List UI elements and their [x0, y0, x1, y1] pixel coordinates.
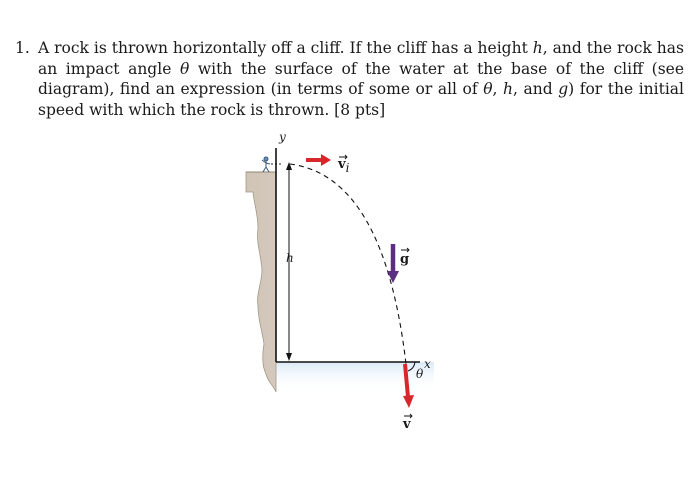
initial-velocity-label: vi [338, 157, 350, 175]
height-arrowhead-bottom [286, 353, 292, 361]
angle-label: θ [416, 367, 424, 381]
math-symbol: h [532, 39, 543, 57]
gravity-label: g [400, 252, 410, 267]
statement-text: , [492, 80, 504, 98]
math-symbol: h [503, 80, 513, 98]
y-axis-label: y [279, 130, 286, 144]
statement-text: ) for the initial speed with which the rock is thrown. [8 pts] [38, 80, 684, 119]
statement-text: with the surface of the water at the base of the cliff (see diagram), find an expression (in terms of some or all of [38, 59, 684, 98]
cliff-shape [246, 172, 276, 392]
math-symbol: θ [483, 80, 493, 98]
statement-text: , and [513, 80, 559, 98]
math-symbol: g [558, 80, 569, 98]
problem-number: 1. [15, 39, 30, 57]
gravity-arrow [387, 244, 399, 283]
statement-text: , and the rock has an impact angle [38, 39, 684, 78]
height-arrowhead-top [286, 162, 292, 170]
statement-text: A rock is thrown horizontally off a cliff. If the cliff has a height [38, 39, 533, 57]
math-symbol: θ [179, 59, 190, 78]
final-velocity-label: v [403, 417, 411, 432]
initial-velocity-arrow [306, 154, 331, 166]
height-label: h [286, 251, 294, 265]
water-surface-fill [276, 362, 434, 392]
trajectory-path [290, 164, 406, 364]
thrower-figure-icon [262, 157, 270, 172]
x-axis-label: x [424, 357, 431, 371]
